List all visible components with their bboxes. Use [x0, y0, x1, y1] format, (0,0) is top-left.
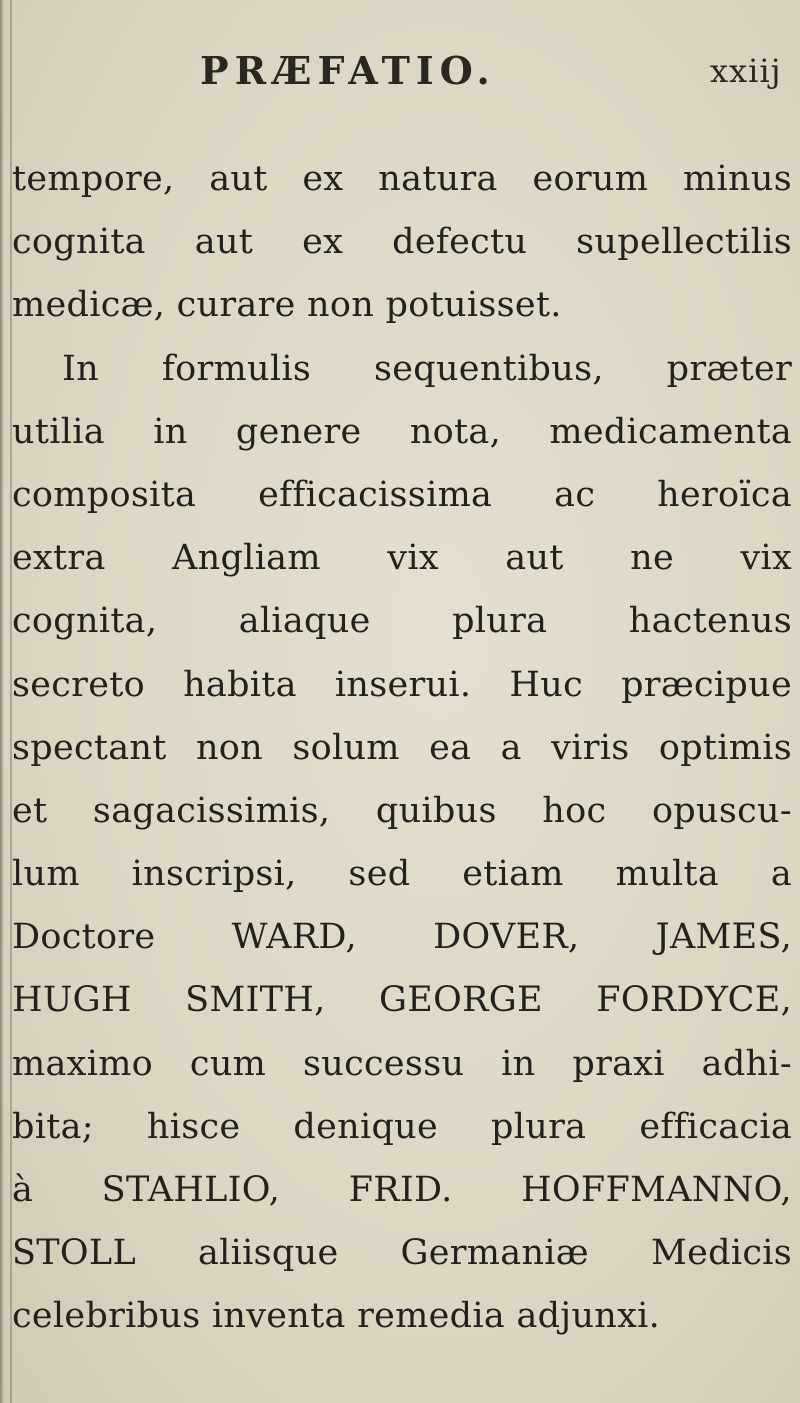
text-line: lum inscripsi, sed etiam multa a: [12, 854, 792, 895]
text-line: HUGH SMITH, GEORGE FORDYCE,: [12, 980, 792, 1021]
running-head: PRÆFATIO.: [200, 48, 496, 93]
text-line: celebribus inventa remedia adjunxi.: [12, 1296, 661, 1337]
text-line: composita efficacissima ac heroïca: [12, 474, 792, 515]
text-line: extra Angliam vix aut ne vix: [12, 538, 792, 579]
text-line: secreto habita inserui. Huc præcipue: [12, 664, 792, 705]
page-header: [0, 48, 800, 98]
page-number: xxiij: [710, 52, 782, 90]
text-line: maximo cum successu in praxi adhi-: [12, 1043, 792, 1084]
text-line: spectant non solum ea a viris optimis: [12, 727, 792, 768]
page-gutter-shadow: [0, 0, 4, 1403]
text-line: Doctore WARD, DOVER, JAMES,: [12, 917, 792, 958]
text-line: bita; hisce denique plura efficacia: [12, 1106, 792, 1147]
text-line: cognita, aliaque plura hactenus: [12, 601, 792, 642]
text-line: medicæ, curare non potuisset.: [12, 285, 562, 326]
text-line: et sagacissimis, quibus hoc opuscu-: [12, 790, 792, 831]
text-line: cognita aut ex defectu supellectilis: [12, 222, 792, 263]
text-line: utilia in genere nota, medicamenta: [12, 411, 792, 452]
body-text: [12, 148, 792, 1349]
text-line: STOLL aliisque Germaniæ Medicis: [12, 1233, 792, 1274]
text-line: In formulis sequentibus, præter: [62, 348, 792, 389]
text-line: tempore, aut ex natura eorum minus: [12, 159, 792, 199]
text-line: à STAHLIO, FRID. HOFFMANNO,: [12, 1170, 792, 1210]
